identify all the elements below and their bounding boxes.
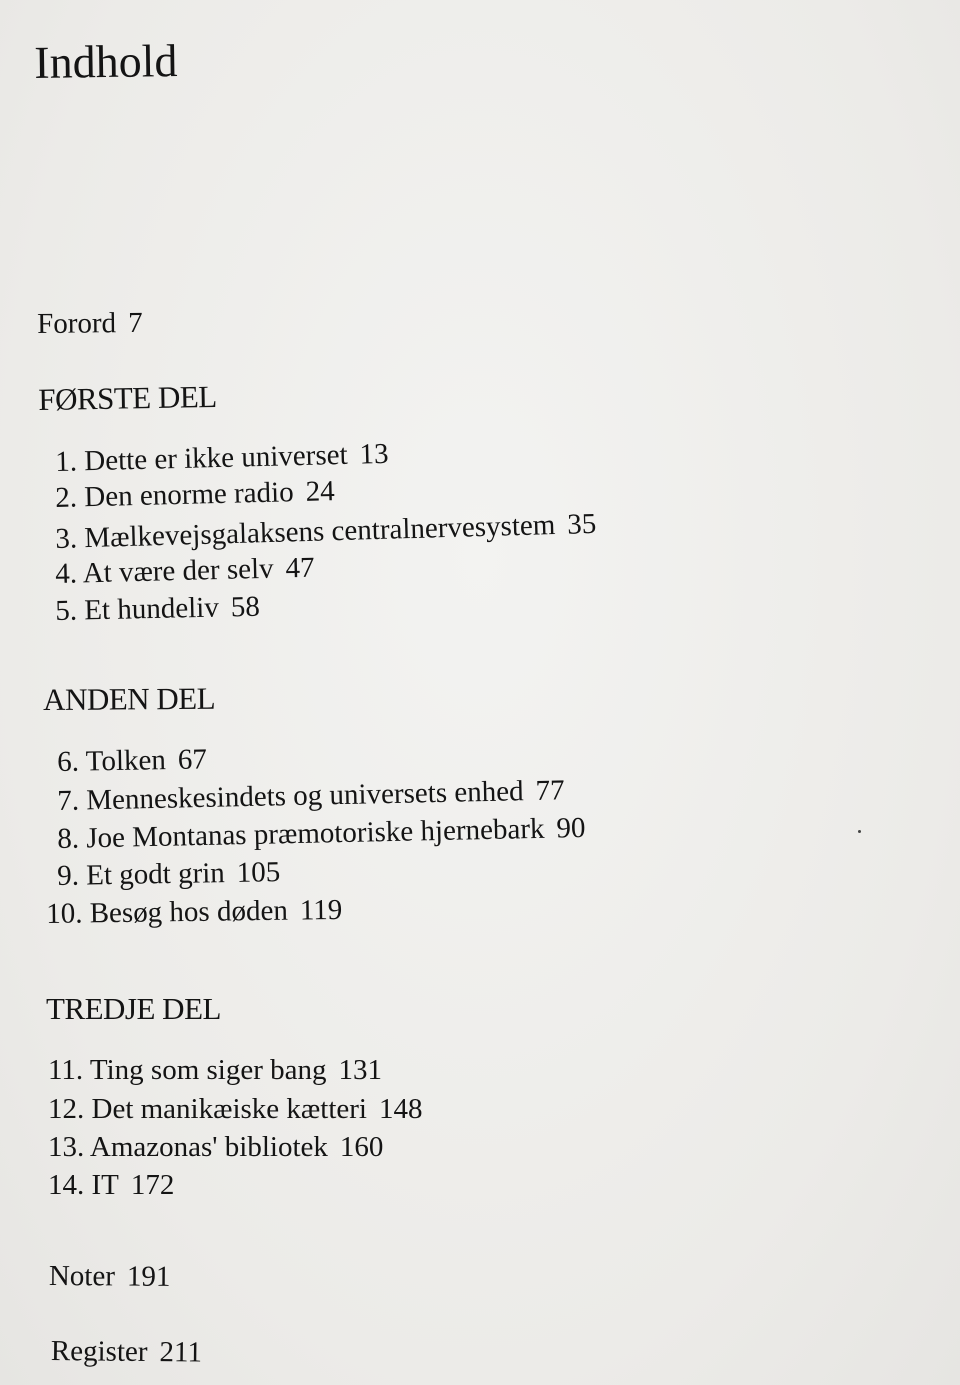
toc-entry	[48, 1056, 382, 1085]
toc-label: Noter	[48, 1260, 116, 1293]
toc-entry-forord	[36, 306, 143, 340]
part-heading-1: FØRSTE DEL	[37, 378, 217, 417]
toc-label: At være der selv	[82, 552, 274, 590]
toc-page-number: 160	[339, 1131, 384, 1163]
toc-page-number: 77	[535, 774, 565, 807]
toc-label: Joe Montanas præmotoriske hjernebark	[85, 812, 545, 855]
page-title: Indhold	[33, 35, 178, 88]
toc-page-number: 47	[285, 551, 315, 585]
part-heading-3: TREDJE DEL	[46, 991, 221, 1026]
toc-number: 11.	[48, 1054, 84, 1086]
toc-label: Den enorme radio	[83, 476, 295, 514]
toc-entry	[54, 437, 389, 478]
toc-number: 10.	[45, 897, 83, 930]
toc-entry	[56, 811, 586, 855]
toc-entry	[54, 551, 315, 590]
part-heading-2: ANDEN DEL	[42, 680, 216, 717]
toc-entry	[48, 1133, 383, 1162]
toc-label: Register	[50, 1335, 148, 1369]
toc-label: Et hundeliv	[83, 591, 220, 627]
paper-speck	[858, 830, 861, 833]
toc-page-number: 35	[566, 507, 597, 541]
toc-number: 6.	[56, 745, 80, 778]
toc-page-number: 119	[299, 893, 343, 927]
toc-page-number: 211	[159, 1336, 203, 1369]
toc-label: Menneskesindets og universets enhed	[85, 775, 524, 817]
toc-entry	[48, 1171, 174, 1200]
toc-number: 2.	[54, 481, 78, 514]
toc-number: 7.	[56, 784, 80, 817]
toc-label: Besøg hos døden	[89, 894, 289, 930]
toc-label: Mælkevejsgalaksens centralnervesystem	[83, 509, 556, 555]
toc-entry	[55, 477, 335, 513]
toc-label: Dette er ikke universet	[83, 438, 348, 478]
toc-label: Ting som siger bang	[89, 1054, 327, 1086]
toc-page-number: 67	[177, 743, 208, 776]
toc-page-number: 90	[556, 811, 586, 845]
toc-number: 13.	[48, 1131, 85, 1163]
toc-entry	[54, 590, 261, 627]
toc-page-number: 191	[126, 1260, 171, 1293]
toc-label: IT	[91, 1169, 119, 1201]
toc-entry	[57, 776, 565, 816]
toc-number: 3.	[54, 522, 78, 555]
toc-page-number: 172	[130, 1169, 175, 1201]
toc-page-number: 13	[359, 437, 389, 471]
toc-page-number: 148	[378, 1093, 423, 1125]
toc-label: Det manikæiske kætteri	[91, 1093, 367, 1125]
toc-label: Amazonas' bibliotek	[89, 1131, 328, 1163]
toc-number: 1.	[54, 445, 78, 478]
toc-number: 12.	[48, 1093, 85, 1125]
toc-entry-register	[51, 1337, 202, 1368]
toc-label: Tolken	[85, 744, 167, 778]
toc-page-number: 131	[338, 1054, 383, 1086]
toc-entry-noter	[49, 1262, 171, 1292]
toc-entry	[54, 507, 597, 555]
toc-entry	[57, 858, 281, 891]
toc-label: Et godt grin	[85, 857, 226, 892]
toc-entry	[48, 1095, 422, 1124]
toc-page-number: 105	[236, 856, 281, 889]
toc-label: Forord	[36, 307, 117, 340]
toc-entry	[45, 893, 343, 930]
toc-number: 5.	[54, 594, 78, 627]
toc-page-number: 58	[230, 590, 261, 624]
toc-page-number: 7	[127, 306, 143, 340]
toc-page-number: 24	[305, 475, 336, 508]
toc-number: 8.	[56, 822, 80, 855]
toc-entry	[57, 745, 207, 777]
toc-number: 4.	[54, 557, 78, 590]
toc-number: 9.	[56, 859, 80, 892]
toc-number: 14.	[48, 1169, 85, 1201]
